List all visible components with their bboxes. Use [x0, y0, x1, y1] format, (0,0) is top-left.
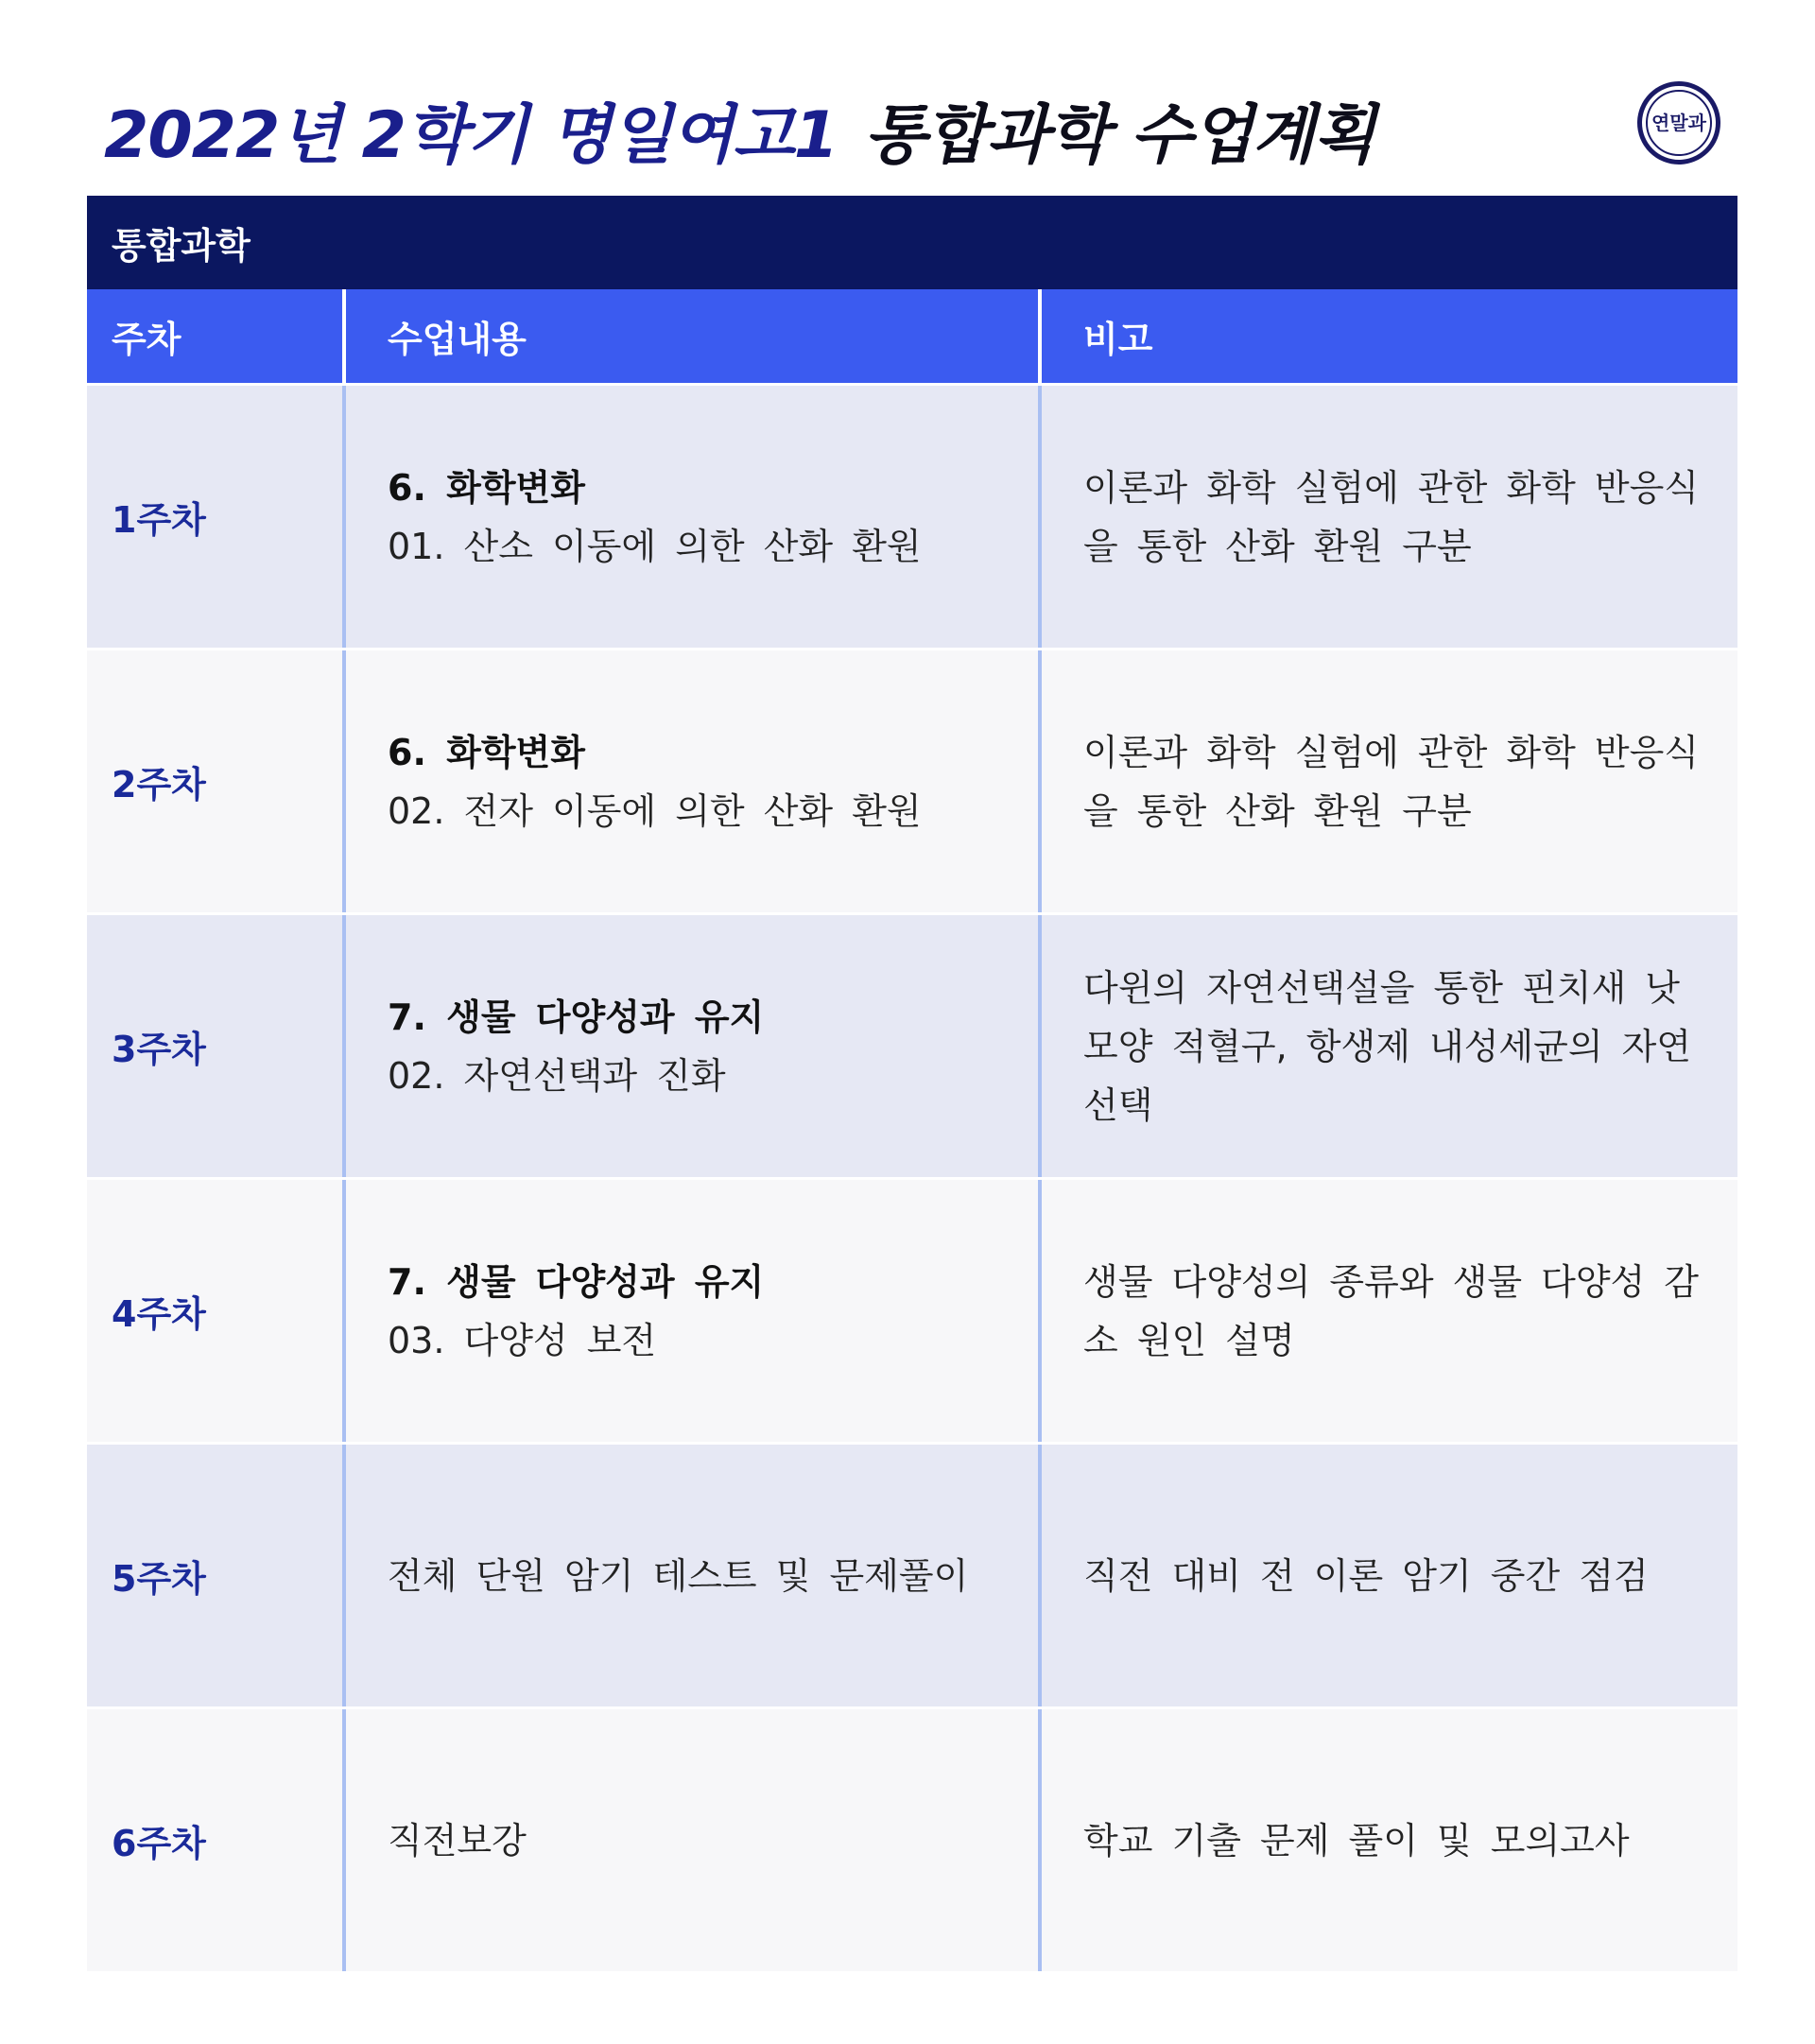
table-row	[87, 1706, 1737, 1971]
column-header-note: 비고	[1038, 289, 1737, 383]
table-row	[87, 1442, 1737, 1706]
week-cell: 1주차	[112, 499, 206, 541]
week-cell: 5주차	[112, 1558, 206, 1600]
unit-title: 7. 생물 다양성과 유지	[388, 1260, 765, 1303]
note-cell: 다윈의 자연선택설을 통한 핀치새 낫 모양 적혈구, 항생제 내성세균의 자연선택	[1083, 966, 1692, 1126]
page-title-plan: 통합과학 수업계획	[864, 97, 1375, 173]
table-row	[87, 1177, 1737, 1442]
page-title-school: 2022년 2학기 명일여고1	[104, 97, 838, 173]
column-header-row	[87, 289, 1737, 383]
lesson-title: 직전보강	[388, 1819, 527, 1862]
lesson-title: 03. 다양성 보전	[388, 1319, 657, 1361]
note-cell: 학교 기출 문제 풀이 및 모의고사	[1083, 1819, 1630, 1862]
note-cell: 이론과 화학 실험에 관한 화학 반응식을 통한 산화 환원 구분	[1083, 731, 1700, 832]
lesson-title: 01. 산소 이동에 의한 산화 환원	[388, 525, 922, 567]
lesson-plan-table	[87, 196, 1737, 1971]
lesson-title: 02. 자연선택과 진화	[388, 1054, 726, 1097]
table-row	[87, 912, 1737, 1177]
page-title	[104, 87, 1374, 172]
column-header-week: 주차	[112, 319, 182, 360]
subject-header: 통합과학	[87, 196, 1737, 289]
table-row	[87, 383, 1737, 648]
lesson-title: 02. 전자 이동에 의한 산화 환원	[388, 789, 922, 832]
table-row	[87, 648, 1737, 912]
lesson-title: 전체 단원 암기 테스트 및 문제풀이	[388, 1554, 969, 1597]
academy-logo	[1637, 81, 1720, 165]
week-cell: 3주차	[112, 1029, 206, 1070]
unit-title: 6. 화학변화	[388, 466, 585, 509]
week-cell: 6주차	[112, 1823, 206, 1864]
column-header-content: 수업내용	[342, 289, 1038, 383]
note-cell: 이론과 화학 실험에 관한 화학 반응식을 통한 산화 환원 구분	[1083, 466, 1700, 567]
unit-title: 6. 화학변화	[388, 731, 585, 773]
week-cell: 2주차	[112, 764, 206, 805]
unit-title: 7. 생물 다양성과 유지	[388, 996, 765, 1038]
note-cell: 생물 다양성의 종류와 생물 다양성 감소 원인 설명	[1083, 1260, 1700, 1361]
academy-logo-text: 연말과	[1646, 90, 1712, 156]
note-cell: 직전 대비 전 이론 암기 중간 점검	[1083, 1554, 1649, 1597]
week-cell: 4주차	[112, 1293, 206, 1335]
